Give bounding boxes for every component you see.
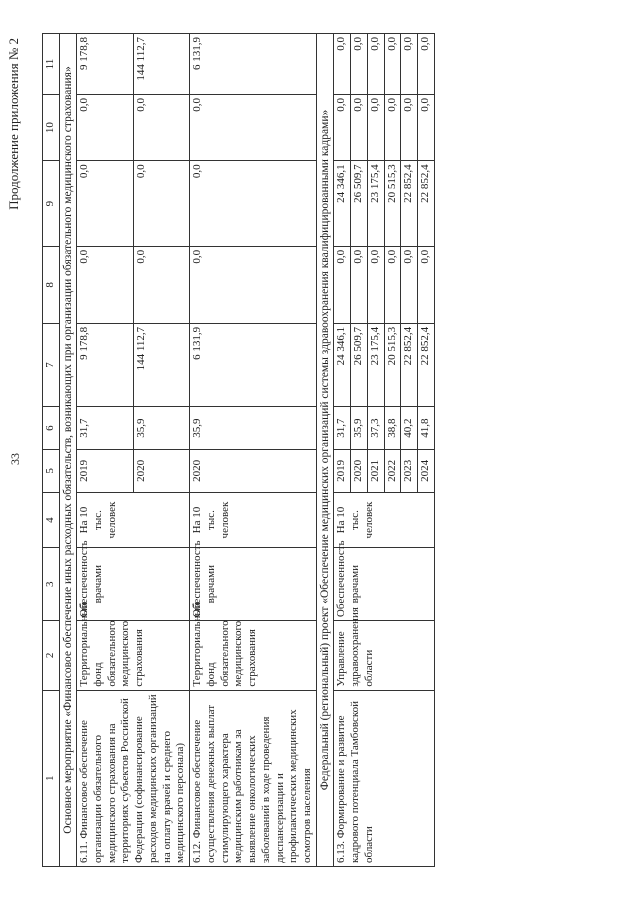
year: 2023 [401, 450, 418, 493]
section-row [59, 34, 76, 867]
value: 35,9 [190, 407, 317, 450]
executor: Территориальный фонд обязательного медицинского страхования [190, 621, 317, 691]
unit: На 10 тыс. человек [190, 492, 317, 548]
value: 22 852,4 [401, 323, 418, 406]
value: 22 852,4 [401, 161, 418, 247]
header-cell: 11 [43, 34, 60, 95]
value: 24 346,1 [334, 323, 351, 406]
value: 0,0 [384, 95, 401, 161]
year: 2020 [351, 450, 368, 493]
table-row [77, 34, 134, 867]
value: 20 515,3 [384, 323, 401, 406]
header-cell: 8 [43, 246, 60, 323]
value: 6 131,9 [190, 323, 317, 406]
value: 0,0 [418, 246, 435, 323]
unit: На 10 тыс. человек [334, 492, 435, 548]
value: 0,0 [190, 161, 317, 247]
indicator: Обеспеченность врачами [77, 548, 190, 621]
section-title: Федеральный (региональный) проект «Обеспечение медицинских организаций системы здравоохранения квалифицированными кадрами» [316, 34, 333, 867]
table-row [334, 34, 351, 867]
indicator: Обеспеченность врачами [334, 548, 435, 621]
appendix-label: Продолжение приложения № 2 [6, 38, 21, 210]
value: 0,0 [418, 34, 435, 95]
value: 6 131,9 [190, 34, 317, 95]
value: 0,0 [367, 95, 384, 161]
value: 35,9 [133, 407, 190, 450]
value: 31,7 [334, 407, 351, 450]
value: 0,0 [384, 34, 401, 95]
value: 23 175,4 [367, 323, 384, 406]
section-row [316, 34, 333, 867]
value: 37,3 [367, 407, 384, 450]
executor: Территориальный фонд обязательного медицинского страхования [77, 621, 190, 691]
header-cell: 10 [43, 95, 60, 161]
section-title: Основное мероприятие «Финансовое обеспечение иных расходных обязательств, возникающих при организации обязательного медицинского страхования» [59, 34, 76, 867]
value: 26 509,7 [351, 161, 368, 247]
value: 0,0 [77, 161, 134, 247]
value: 26 509,7 [351, 323, 368, 406]
value: 0,0 [334, 34, 351, 95]
year: 2019 [77, 450, 134, 493]
value: 0,0 [133, 161, 190, 247]
value: 0,0 [418, 95, 435, 161]
value: 24 346,1 [334, 161, 351, 247]
header-cell: 2 [43, 621, 60, 691]
value: 0,0 [133, 95, 190, 161]
value: 0,0 [367, 246, 384, 323]
value: 0,0 [133, 246, 190, 323]
table-row [190, 34, 317, 867]
value: 144 112,7 [133, 34, 190, 95]
value: 0,0 [367, 34, 384, 95]
measure-name: 6.12. Финансовое обеспечение осуществления денежных выплат стимулирующего характера медицинским работникам за выявление онкологических заболеваний в ходе проведения диспансеризации и профилактических медицинских осмотров населения [190, 690, 317, 866]
measure-name: 6.11. Финансовое обеспечение организации обязательного медицинского страхования на территориях субъектов Российской Федерации (софинансирование расходов медицинских организаций на оплату врачей и среднего медицинского персонала) [77, 690, 190, 866]
year: 2020 [133, 450, 190, 493]
value: 40,2 [401, 407, 418, 450]
value: 0,0 [190, 246, 317, 323]
header-row [43, 34, 60, 867]
value: 0,0 [351, 34, 368, 95]
header-cell: 5 [43, 450, 60, 493]
program-table [42, 33, 435, 867]
value: 0,0 [401, 246, 418, 323]
indicator: Обеспеченность врачами [190, 548, 317, 621]
value: 9 178,8 [77, 323, 134, 406]
value: 0,0 [351, 246, 368, 323]
unit: На 10 тыс. человек [77, 492, 190, 548]
value: 0,0 [351, 95, 368, 161]
value: 0,0 [384, 246, 401, 323]
measure-name: 6.13. Формирование и развитие кадрового потенциала Тамбовской области [334, 690, 435, 866]
year: 2019 [334, 450, 351, 493]
year: 2024 [418, 450, 435, 493]
value: 22 852,4 [418, 161, 435, 247]
header-cell: 1 [43, 690, 60, 866]
value: 38,8 [384, 407, 401, 450]
value: 0,0 [77, 246, 134, 323]
year: 2022 [384, 450, 401, 493]
year: 2021 [367, 450, 384, 493]
executor: Управление здравоохранения области [334, 621, 435, 691]
header-cell: 4 [43, 492, 60, 548]
value: 41,8 [418, 407, 435, 450]
value: 0,0 [401, 95, 418, 161]
value: 0,0 [334, 246, 351, 323]
header-cell: 7 [43, 323, 60, 406]
value: 0,0 [190, 95, 317, 161]
value: 0,0 [334, 95, 351, 161]
value: 20 515,3 [384, 161, 401, 247]
value: 22 852,4 [418, 323, 435, 406]
year: 2020 [190, 450, 317, 493]
value: 0,0 [401, 34, 418, 95]
value: 9 178,8 [77, 34, 134, 95]
header-cell: 9 [43, 161, 60, 247]
header-cell: 3 [43, 548, 60, 621]
value: 31,7 [77, 407, 134, 450]
value: 23 175,4 [367, 161, 384, 247]
value: 144 112,7 [133, 323, 190, 406]
page-number: 33 [8, 453, 22, 465]
value: 35,9 [351, 407, 368, 450]
header-cell: 6 [43, 407, 60, 450]
value: 0,0 [77, 95, 134, 161]
